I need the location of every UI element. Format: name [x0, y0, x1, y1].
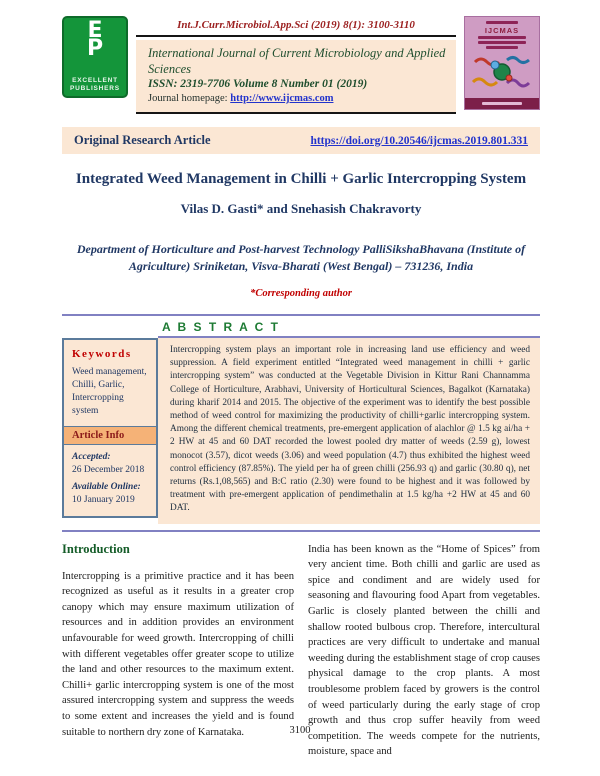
- cover-text-bar: [486, 21, 519, 24]
- abstract-text: Intercropping system plays an important role in increasing land use efficiency and weed suppression. A field experiment entitled “Integrated weed management in chilli + garlic intercropping system” was conducted at the Vegetable Division in Kittur Rani Channamma College of Horticulture, Arabhavi, University of Horticultural Sciences, Bagalkot (Karnataka) during kharif 2014 and 2015. The objective of the experiment was to identify the best possible method of weed control for maximizing the productivity of chilli+garlic intercropping system. Among the different chemical treatments, pre-emergent application of alachlor @ 1.5 kg ai/ha + 2 HW at 45 and 60 DAT recorded the lowest pooled dry matter of weeds (2.59 g), lowest monocot (3.57), dicot weeds (3.06) and weed population (4.7) thus exhibited the highest weed control efficiency (87.85%). The yield per ha of green chilli (256.93 q) and garlic (30.80 q), net returns (Rs.1,08,565) and B:C ratio (2.30) were found to be highest and it was followed by treatment with pre-emergent application of pendimethalin at 1.5 kg/ha +2 HW at 45 and 60 DAT.: [170, 345, 530, 514]
- available-online-date: 10 January 2019: [72, 495, 135, 505]
- keywords-heading: Keywords: [72, 348, 132, 360]
- journal-issn: ISSN: 2319-7706 Volume 8 Number 01 (2019): [148, 78, 368, 90]
- journal-citation: Int.J.Curr.Microbiol.App.Sci (2019) 8(1): 3100-3110: [177, 19, 415, 31]
- introduction-heading: Introduction: [62, 541, 130, 556]
- doi-link[interactable]: https://doi.org/10.20546/ijcmas.2019.801.331: [310, 134, 528, 147]
- header-divider-bottom: [136, 112, 456, 114]
- journal-info-box: [136, 40, 456, 112]
- abstract-top-rule: [62, 314, 540, 316]
- authors-line: Vilas D. Gasti* and Snehasish Chakravorty: [180, 201, 422, 216]
- logo-letter-e: E: [87, 18, 103, 43]
- abstract-bottom-rule: [62, 530, 540, 532]
- introduction-paragraph-right: India has been known as the “Home of Spices” from very ancient time. Both chilli and garlic are used as spice and condiment and are widely used for seasoning and flavouring food Apart from vegetables. Garlic is closely planted between the chilli and shallow rooted bulbous crop. Therefore, intercultural practices are very difficult to undertake and manual weeding during the establishment stage of crop causes physical damage to the crop plants. A most troublesome problem faced by growers is the control of weed particularly during the early stage of crop growth and thus crop suffer heavily from weed competition. The weeds compete for the nutrients, moisture, space and: [308, 543, 540, 758]
- keywords-list: Weed management, Chilli, Garlic, Intercropping system: [72, 367, 147, 416]
- abstract-heading: A B S T R A C T: [162, 320, 280, 334]
- keywords-article-info-box: [62, 338, 158, 518]
- publisher-logo: [62, 16, 128, 98]
- article-type-label: Original Research Article: [74, 133, 211, 147]
- page-header: [62, 16, 540, 114]
- publisher-logo-letters: [66, 18, 124, 62]
- accepted-date: 26 December 2018: [72, 465, 145, 475]
- cover-text-bar: [478, 41, 526, 44]
- article-info-dates: [64, 445, 156, 516]
- article-info-heading: Article Info: [64, 426, 156, 445]
- header-divider-top: [136, 35, 456, 37]
- journal-cover: [464, 16, 540, 110]
- abstract-body-box: [158, 336, 540, 524]
- cover-footer-text-bar: [482, 102, 523, 105]
- available-online-label: Available Online:: [72, 482, 141, 492]
- accepted-label: Accepted:: [72, 452, 111, 462]
- journal-homepage-line: [148, 92, 446, 106]
- affiliation: Department of Horticulture and Post-harvest Technology PalliSikshaBhavana (Institute of Agriculture) Sriniketan, Visva-Bharati (West Bengal) – 731236, India: [76, 242, 526, 273]
- journal-name: International Journal of Current Microbiology and Applied Sciences: [148, 46, 446, 76]
- cover-text-bar: [486, 46, 519, 49]
- publisher-logo-caption: EXCELLENT PUBLISHERS: [70, 76, 120, 92]
- corresponding-author-note: *Corresponding author: [250, 288, 352, 299]
- article-title: Integrated Weed Management in Chilli + Garlic Intercropping System: [75, 171, 527, 187]
- page-number: 3100: [289, 725, 311, 736]
- cover-title: IJCMAS: [484, 26, 520, 35]
- cover-microbes-art: [469, 52, 535, 92]
- abstract-section: [62, 336, 540, 524]
- cover-text-bar: [478, 36, 526, 39]
- homepage-label: Journal homepage:: [148, 93, 231, 104]
- logo-letter-p: P: [86, 36, 104, 62]
- homepage-link[interactable]: http://www.ijcmas.com: [230, 93, 334, 104]
- introduction-paragraph-left: Intercropping is a primitive practice and it has been recognized as useful as it results in a greater crop canopy which may ensure maximum utilization of resources and in addition provides an environment unfavourable for weed growth. Intercropping of chilli with different vegetables offer greater scope to utilize the land and other resources to the maximum extent. Chilli+ garlic intercropping system is one of the most assured intercropping system and suppress the weeds to some extent and increases the yield and is found suitable to northern dry zone of Karnataka.: [62, 570, 294, 738]
- article-type-strip: [62, 127, 540, 154]
- header-middle: [136, 16, 456, 114]
- cover-footer-band: [465, 98, 539, 109]
